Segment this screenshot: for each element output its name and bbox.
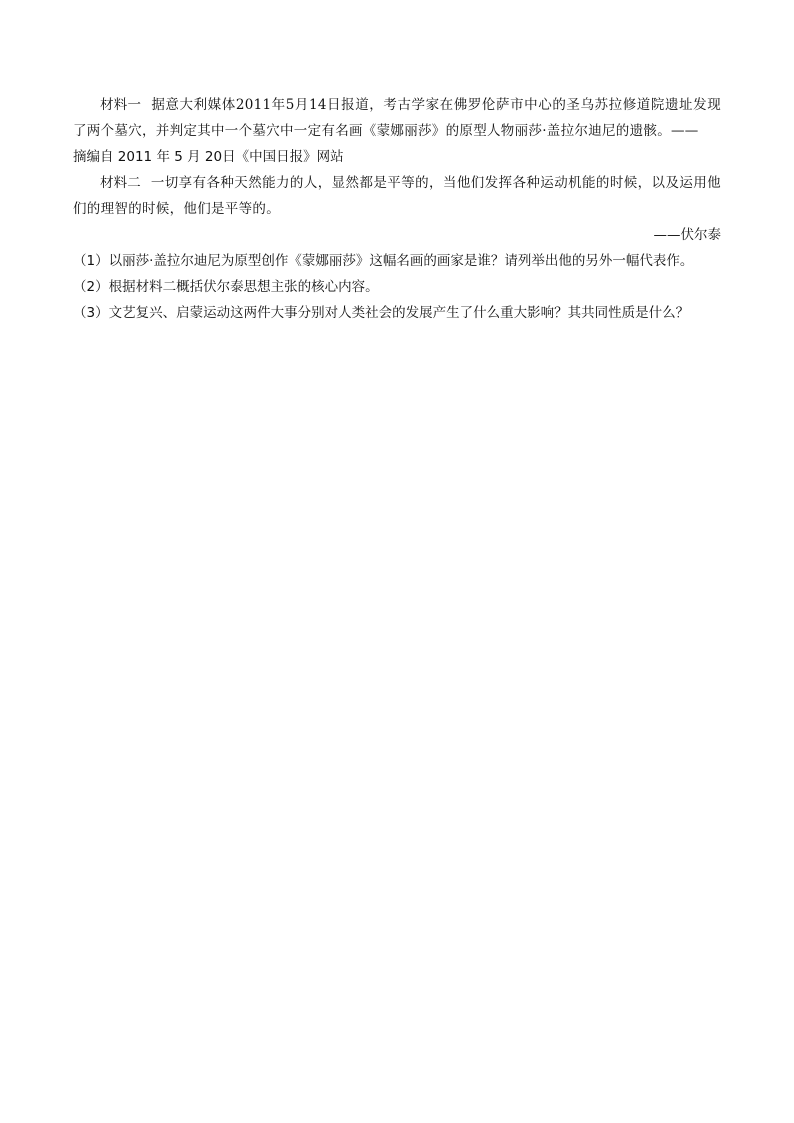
material-two-attribution: ——伏尔泰	[653, 227, 721, 243]
question-2: （2）根据材料二概括伏尔泰思想主张的核心内容。	[73, 279, 379, 295]
material-one-text: 据意大利媒体2011年5月14日报道，考古学家在佛罗伦萨市中心的圣乌苏拉修道院遗址发现了两个墓穴，并判定其中一个墓穴中一定有名画《蒙娜丽莎》的原型人物丽莎·盖拉尔迪尼的遗骸。——	[73, 97, 721, 139]
material-one-paragraph	[73, 92, 721, 144]
material-two-label: 材料二	[100, 175, 141, 191]
material-one-source: 摘编自 2011 年 5 月 20日《中国日报》网站	[73, 149, 344, 165]
question-1: （1）以丽莎·盖拉尔迪尼为原型创作《蒙娜丽莎》这幅名画的画家是谁？请列举出他的另外一幅代表作。	[73, 253, 694, 269]
question-3: （3）文艺复兴、启蒙运动这两件大事分别对人类社会的发展产生了什么重大影响？其共同性质是什么？	[73, 305, 690, 321]
document-content	[73, 92, 721, 326]
material-two-paragraph	[73, 170, 721, 222]
material-one-label: 材料一	[100, 97, 142, 113]
material-two-text: 一切享有各种天然能力的人，显然都是平等的，当他们发挥各种运动机能的时候，以及运用他们的理智的时候，他们是平等的。	[73, 175, 721, 217]
